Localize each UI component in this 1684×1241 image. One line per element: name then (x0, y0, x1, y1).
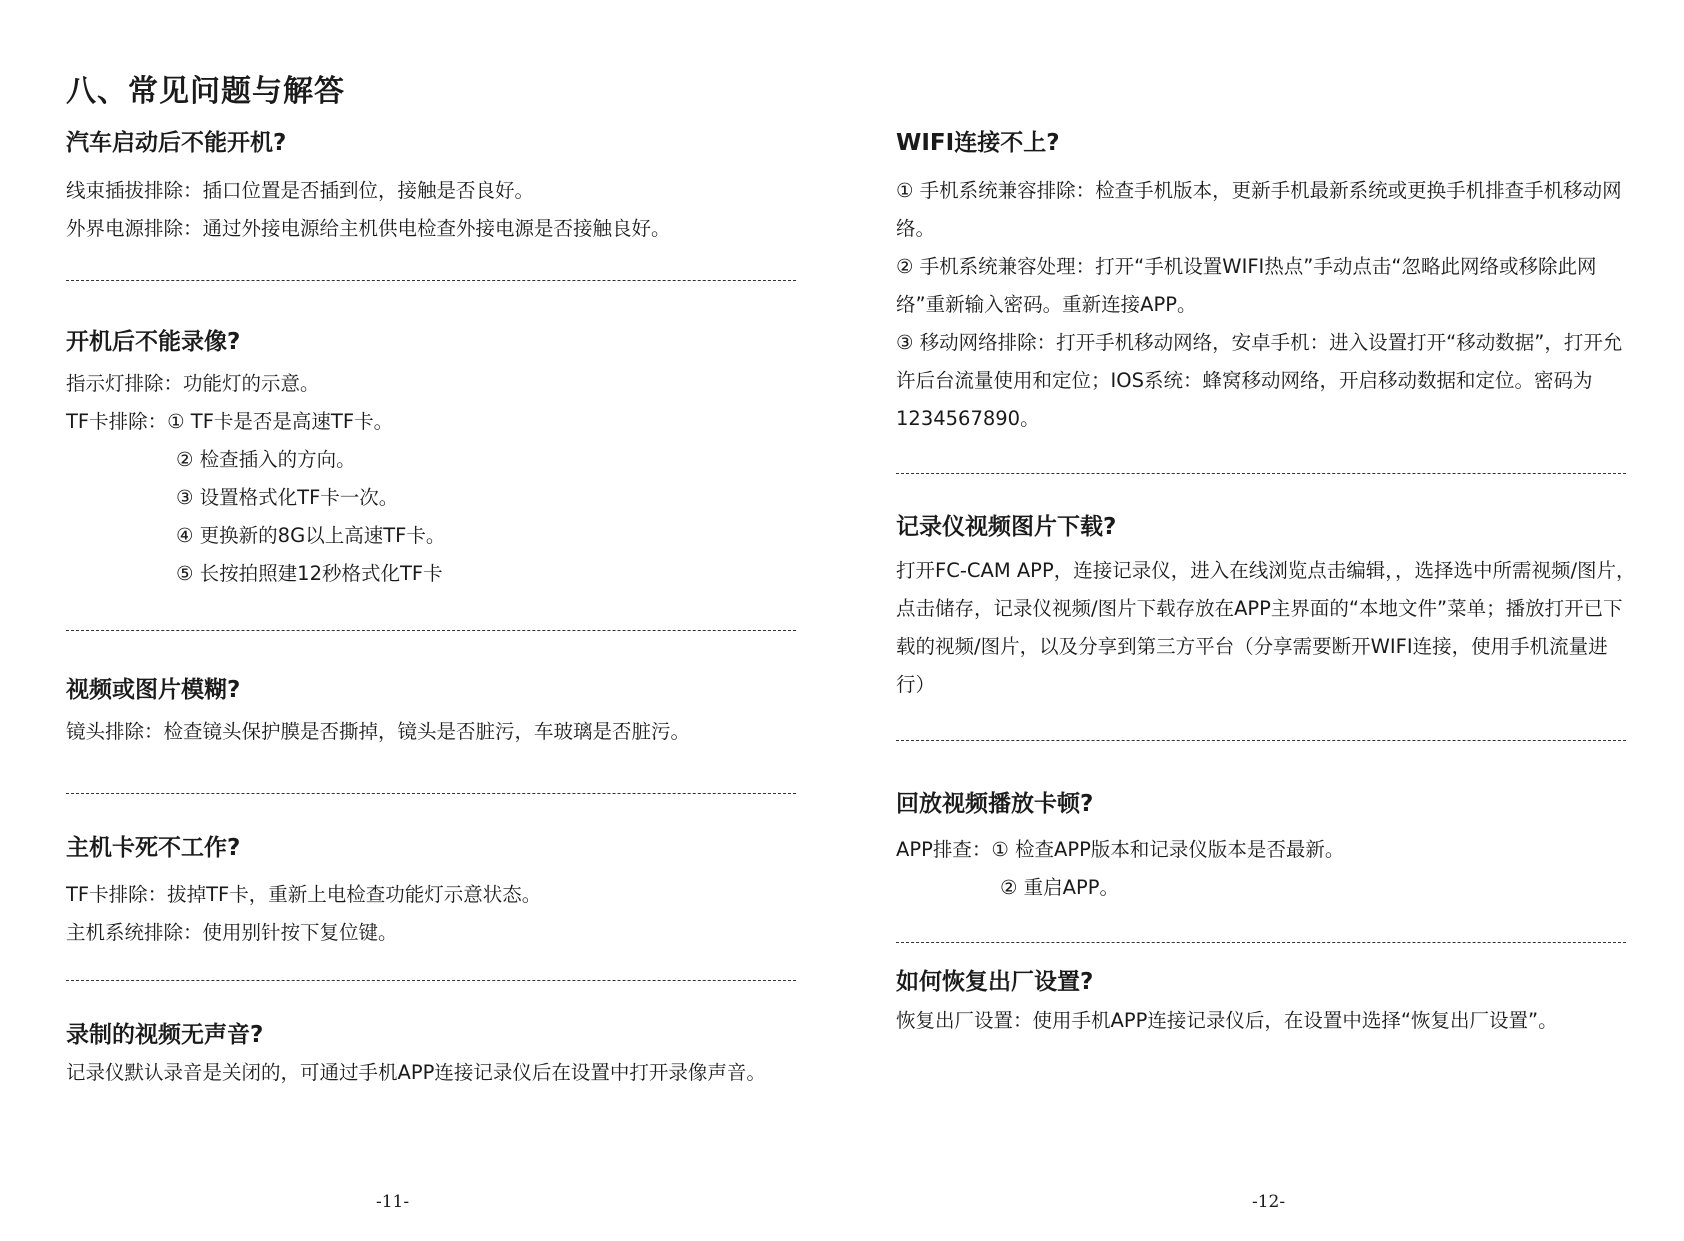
faq-section-factory-reset (896, 967, 1636, 1040)
dashed-divider (66, 280, 796, 281)
faq-section-car-start (66, 128, 806, 248)
faq-answer-line: ③ 设置格式化TF卡一次。 (176, 486, 399, 509)
faq-answer-line: 主机系统排除：使用别针按下复位键。 (66, 921, 398, 944)
dashed-divider (896, 942, 1626, 943)
faq-section-no-sound (66, 1020, 806, 1092)
faq-section-playback (896, 789, 1636, 907)
faq-answer-line: 指示灯排除：功能灯的示意。 (66, 372, 320, 395)
dashed-divider (896, 740, 1626, 741)
faq-answer-paragraph: ③ 移动网络排除：打开手机移动网络，安卓手机：进入设置打开“移动数据”，打开允许后台流量使用和定位；IOS系统：蜂窝移动网络，开启移动数据和定位。密码为1234567890。 (896, 331, 1623, 430)
faq-question: 记录仪视频图片下载? (896, 514, 1117, 540)
faq-section-wifi (896, 128, 1636, 438)
dashed-divider (66, 980, 796, 981)
dashed-divider (66, 793, 796, 794)
right-page (896, 0, 1636, 1241)
faq-answer-line: TF卡排除：① TF卡是否是高速TF卡。 (66, 410, 394, 433)
dashed-divider (66, 630, 796, 631)
faq-answer-line: ⑤ 长按拍照建12秒格式化TF卡 (176, 562, 443, 585)
faq-answer-paragraph: 打开FC-CAM APP，连接记录仪，进入在线浏览点击编辑，，选择选中所需视频/图片，点击储存，记录仪视频/图片下载存放在APP主界面的“本地文件”菜单；播放打开已下载的视频/图片，以及分享到第三方平台（分享需要断开WIFI连接，使用手机流量进行） (896, 559, 1636, 696)
faq-answer-line: TF卡排除：拔掉TF卡，重新上电检查功能灯示意状态。 (66, 883, 542, 906)
faq-section-download (896, 512, 1636, 704)
dashed-divider (896, 473, 1626, 474)
chapter-title: 八、常见问题与解答 (66, 74, 345, 109)
faq-answer-line: ② 重启APP。 (1000, 876, 1120, 899)
faq-answer-line: 镜头排除：检查镜头保护膜是否撕掉，镜头是否脏污，车玻璃是否脏污。 (66, 720, 691, 743)
faq-answer-paragraph: ① 手机系统兼容排除：检查手机版本，更新手机最新系统或更换手机排查手机移动网络。 (896, 179, 1622, 240)
page-number: -11- (376, 1192, 410, 1212)
faq-section-frozen (66, 833, 806, 952)
faq-answer-line: 线束插拔排除：插口位置是否插到位，接触是否良好。 (66, 179, 535, 202)
faq-question: 录制的视频无声音? (66, 1022, 264, 1048)
page-number: -12- (1252, 1192, 1286, 1212)
faq-answer-paragraph: ② 手机系统兼容处理：打开“手机设置WIFI热点”手动点击“忽略此网络或移除此网络”重新输入密码。重新连接APP。 (896, 255, 1597, 316)
faq-question: WIFI连接不上? (896, 130, 1060, 156)
left-page (66, 0, 806, 1241)
faq-answer-line: 外界电源排除：通过外接电源给主机供电检查外接电源是否接触良好。 (66, 217, 671, 240)
faq-question: 汽车启动后不能开机? (66, 130, 287, 156)
faq-answer-line: APP排查：① 检查APP版本和记录仪版本是否最新。 (896, 838, 1345, 861)
faq-section-recording (66, 327, 806, 593)
faq-question: 视频或图片模糊? (66, 677, 241, 703)
faq-answer-line: 恢复出厂设置：使用手机APP连接记录仪后，在设置中选择“恢复出厂设置”。 (896, 1009, 1558, 1032)
faq-answer-line: ② 检查插入的方向。 (176, 448, 356, 471)
faq-question: 如何恢复出厂设置? (896, 969, 1094, 995)
faq-answer-line: ④ 更换新的8G以上高速TF卡。 (176, 524, 446, 547)
faq-question: 开机后不能录像? (66, 329, 241, 355)
faq-question: 主机卡死不工作? (66, 835, 241, 861)
faq-section-blurry (66, 675, 806, 751)
faq-question: 回放视频播放卡顿? (896, 791, 1094, 817)
faq-answer-line: 记录仪默认录音是关闭的，可通过手机APP连接记录仪后在设置中打开录像声音。 (66, 1061, 766, 1084)
